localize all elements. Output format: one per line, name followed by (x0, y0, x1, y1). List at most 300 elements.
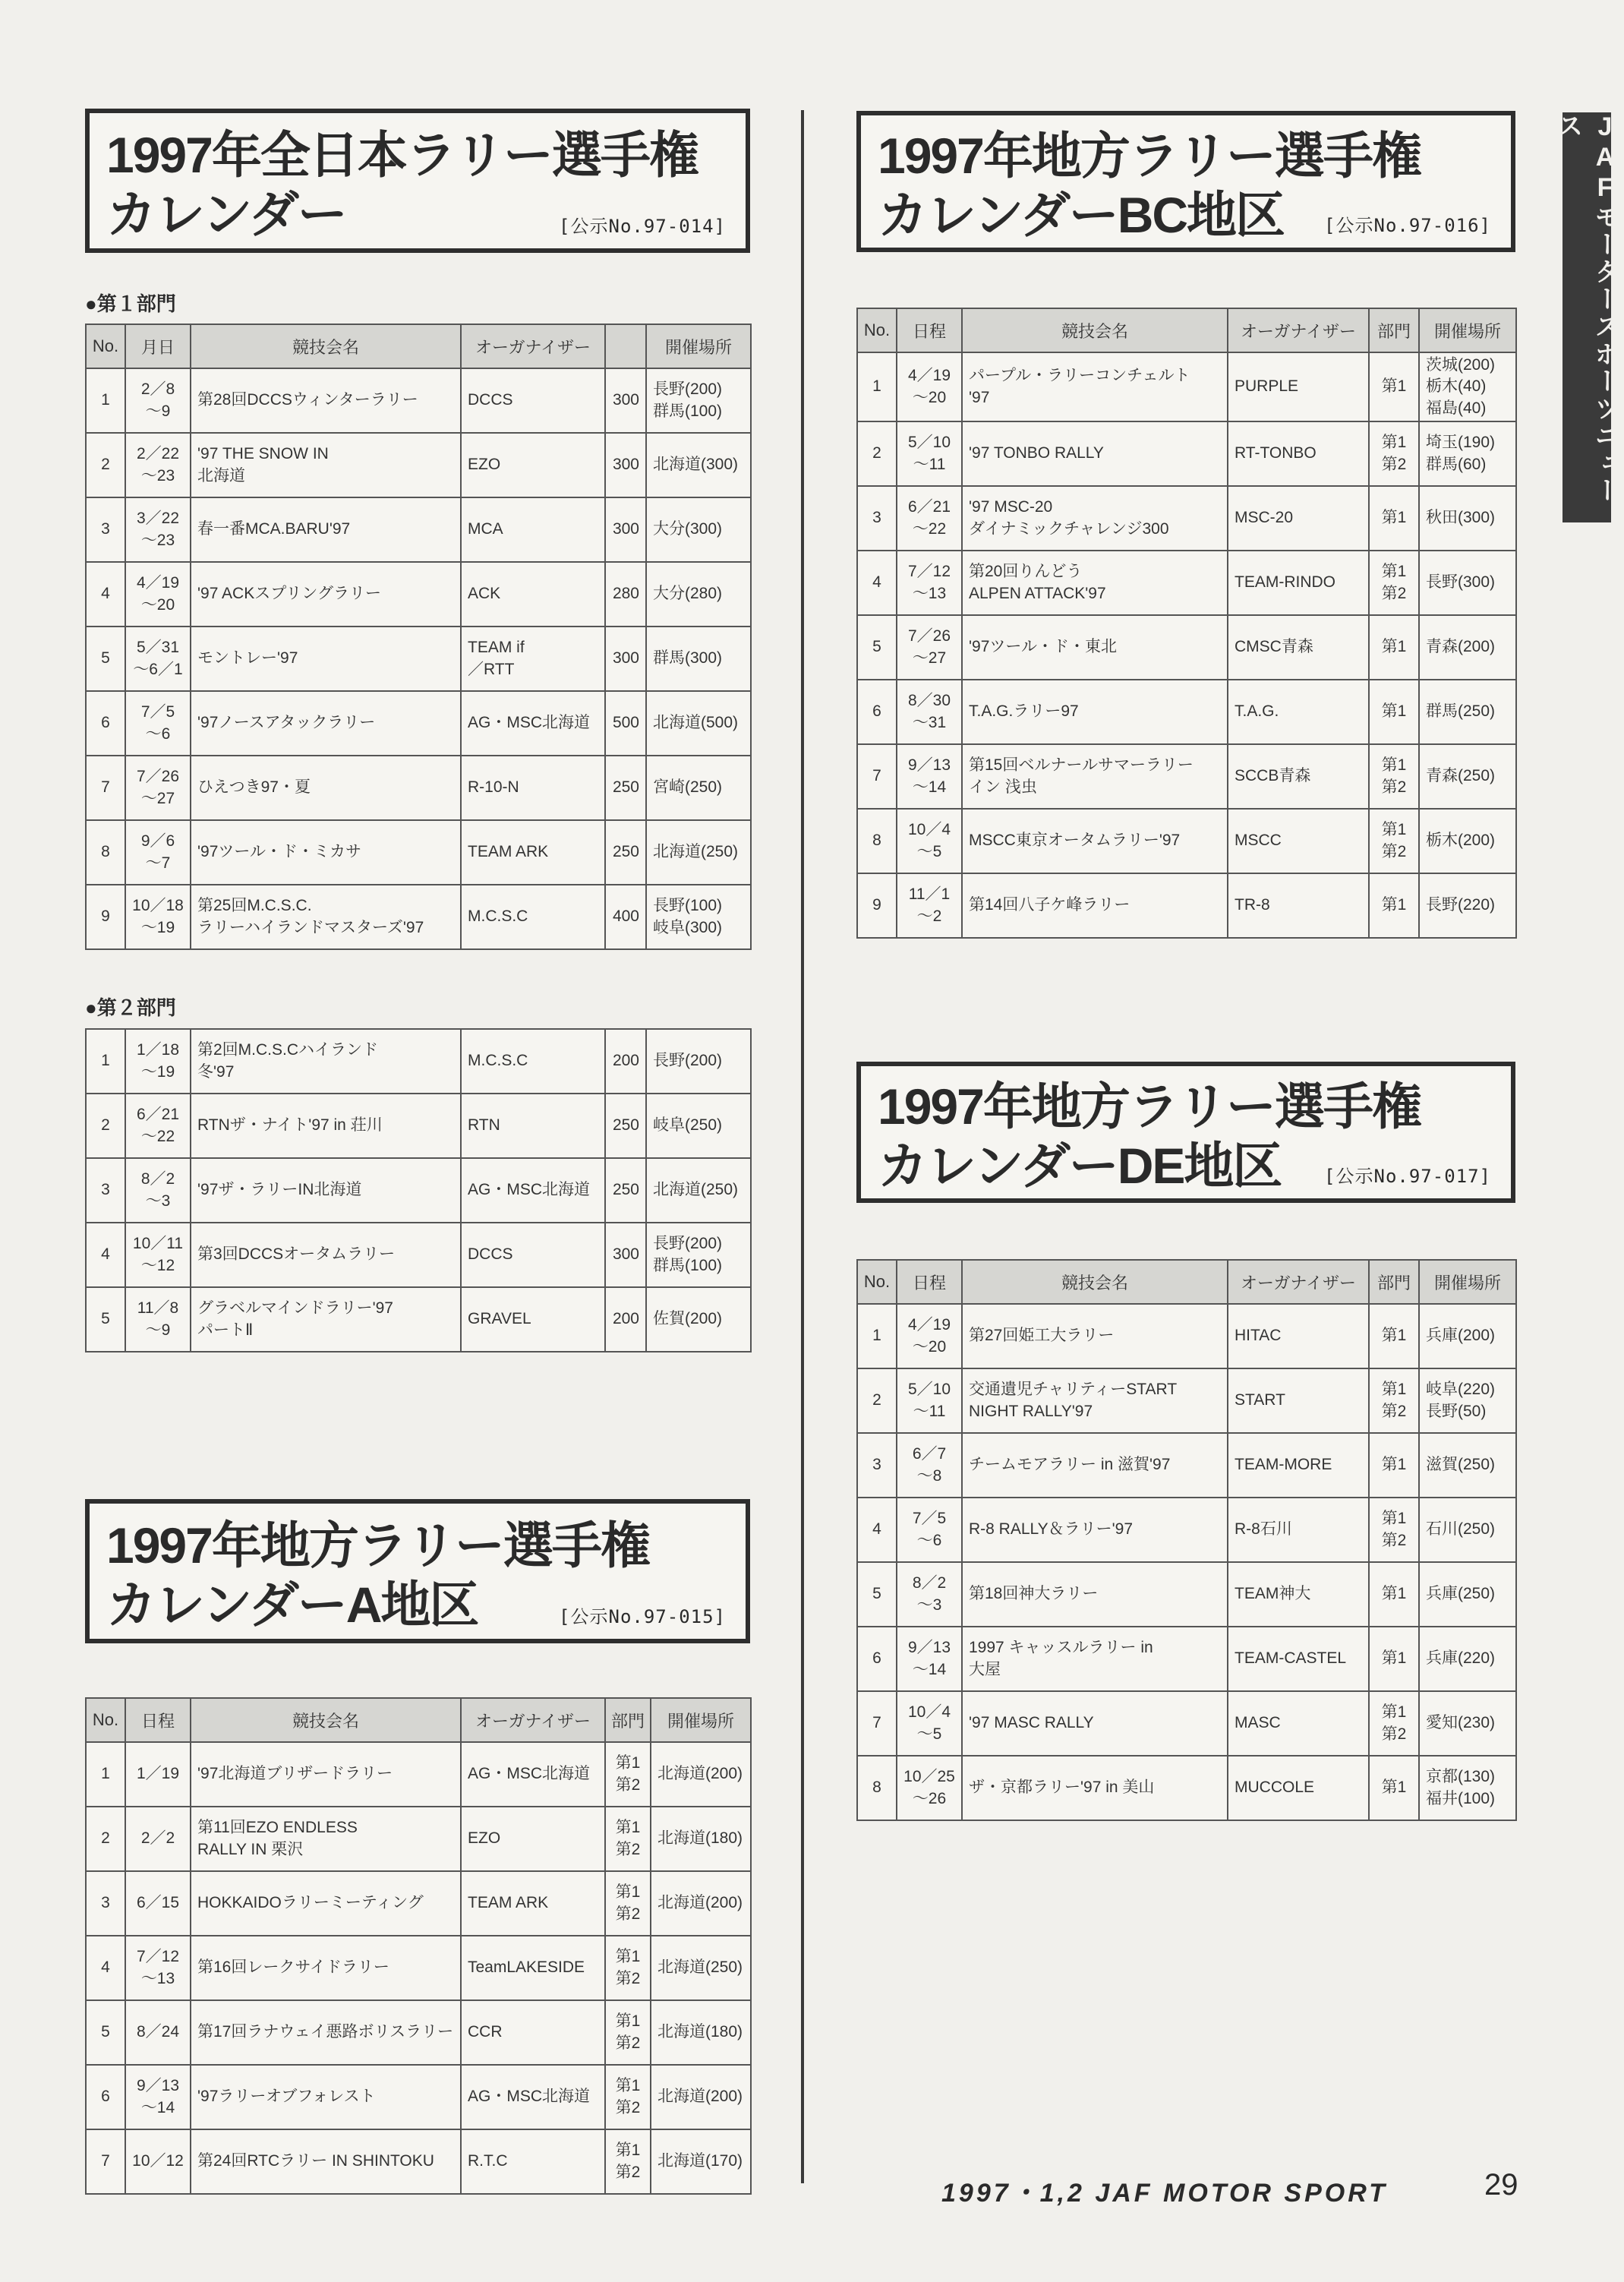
table-row (857, 680, 1516, 744)
table-cell: 10／4 ～5 (897, 1691, 962, 1756)
table-cell: 長野(200) 群馬(100) (646, 1223, 751, 1287)
table-cell: '97ツール・ド・ミカサ (191, 820, 461, 885)
table-cell: 10／18 ～19 (125, 885, 191, 949)
table-row (86, 433, 751, 497)
table-cell: MCA (461, 497, 605, 562)
table-row (857, 551, 1516, 615)
table-cell: 第1 第2 (1369, 1691, 1419, 1756)
table-cell: TEAM-MORE (1228, 1433, 1369, 1498)
table-cell: MUCCOLE (1228, 1756, 1369, 1820)
table-cell: 第1 第2 (1369, 421, 1419, 486)
table-cell: 栃木(200) (1419, 809, 1516, 873)
table-cell: HITAC (1228, 1304, 1369, 1368)
table-row (86, 2000, 751, 2065)
section-label-1: ●第１部門 (85, 292, 176, 315)
table-row (86, 1158, 751, 1223)
table-cell: '97北海道ブリザードラリー (191, 1742, 461, 1807)
table-cell: TEAM ARK (461, 1871, 605, 1936)
table-cell: 春一番MCA.BARU'97 (191, 497, 461, 562)
table-row (86, 497, 751, 562)
table-cell: '97 MASC RALLY (962, 1691, 1228, 1756)
table-cell: 5 (857, 1562, 897, 1627)
title-line-2: カレンダーDE地区 (878, 1138, 1282, 1194)
table-cell: RTNザ・ナイト'97 in 荘川 (191, 1094, 461, 1158)
table-cell: 8／24 (125, 2000, 191, 2065)
table-cell: 6 (86, 691, 125, 756)
table-cell: チームモアラリー in 滋賀'97 (962, 1433, 1228, 1498)
table-row (857, 1627, 1516, 1691)
table-cell: 第1 (1369, 486, 1419, 551)
table-cell: R-8石川 (1228, 1498, 1369, 1562)
table-cell: 第1 (1369, 1304, 1419, 1368)
table-cell: TeamLAKESIDE (461, 1936, 605, 2000)
table-cell: PURPLE (1228, 352, 1369, 421)
table-row (857, 1756, 1516, 1820)
table-cell: 200 (605, 1029, 646, 1094)
table-cell: 第1 (1369, 1627, 1419, 1691)
table-cell: 1／19 (125, 1742, 191, 1807)
table-cell: 4 (86, 1936, 125, 2000)
table-row (86, 1029, 751, 1094)
table-cell: 4 (857, 1498, 897, 1562)
table-cell: 青森(200) (1419, 615, 1516, 680)
table-cell: 北海道(250) (646, 1158, 751, 1223)
column-header: 部門 (605, 1698, 651, 1742)
table-cell: MASC (1228, 1691, 1369, 1756)
table-cell: 1 (86, 368, 125, 433)
table-cell: 6 (86, 2065, 125, 2129)
table-row (857, 1691, 1516, 1756)
title-line-1: 1997年地方ラリー選手権 (878, 128, 1421, 184)
table-row (857, 1304, 1516, 1368)
table-cell: TEAM if ／RTT (461, 627, 605, 691)
table-cell: 8 (857, 1756, 897, 1820)
title-box-all-japan (85, 109, 750, 253)
column-header: No. (857, 1260, 897, 1304)
table-cell: 500 (605, 691, 646, 756)
title-line-1: 1997年地方ラリー選手権 (878, 1078, 1421, 1135)
table-cell: 京都(130) 福井(100) (1419, 1756, 1516, 1820)
table-cell: 第17回ラナウェイ悪路ボリスラリー (191, 2000, 461, 2065)
column-header: 日程 (125, 1698, 191, 1742)
table-cell: 北海道(200) (651, 1742, 751, 1807)
table-cell: 7 (86, 756, 125, 820)
table-cell: 250 (605, 756, 646, 820)
table-cell: 第16回レークサイドラリー (191, 1936, 461, 2000)
table-row (86, 2065, 751, 2129)
table-row (86, 2129, 751, 2194)
table-cell: 7／12 ～13 (125, 1936, 191, 2000)
table-cell: 第1 第2 (1369, 809, 1419, 873)
table-cell: 2 (86, 433, 125, 497)
table-cell: EZO (461, 433, 605, 497)
table-cell: 10／25 ～26 (897, 1756, 962, 1820)
calendar-table-region-a (85, 1697, 752, 2195)
table-cell: 4 (857, 551, 897, 615)
column-header: 開催場所 (1419, 308, 1516, 352)
column-header: No. (86, 324, 125, 368)
table-cell: AG・MSC北海道 (461, 1158, 605, 1223)
table-cell: '97ノースアタックラリー (191, 691, 461, 756)
table-cell: M.C.S.C (461, 885, 605, 949)
table-cell: 第24回RTCラリー IN SHINTOKU (191, 2129, 461, 2194)
table-cell: 青森(250) (1419, 744, 1516, 809)
table-cell: 300 (605, 368, 646, 433)
column-divider (801, 110, 804, 2183)
table-cell: MSCC (1228, 809, 1369, 873)
table-cell: TEAM-CASTEL (1228, 1627, 1369, 1691)
column-header: 月日 (125, 324, 191, 368)
table-row (86, 627, 751, 691)
table-cell: AG・MSC北海道 (461, 691, 605, 756)
column-header: 部門 (1369, 1260, 1419, 1304)
table-cell: 第1 第2 (1369, 1368, 1419, 1433)
table-cell: START (1228, 1368, 1369, 1433)
table-cell: 4 (86, 562, 125, 627)
table-cell: 2 (857, 421, 897, 486)
table-row (86, 562, 751, 627)
notice-number: [公示No.97-016] (1324, 215, 1491, 236)
table-cell: 石川(250) (1419, 1498, 1516, 1562)
table-cell: 300 (605, 433, 646, 497)
table-cell: DCCS (461, 1223, 605, 1287)
table-header-row (857, 1260, 1516, 1304)
table-cell: GRAVEL (461, 1287, 605, 1352)
table-cell: TEAM神大 (1228, 1562, 1369, 1627)
column-header: 開催場所 (646, 324, 751, 368)
calendar-table-all-japan-section2 (85, 1028, 752, 1352)
table-cell: 第1 (1369, 1756, 1419, 1820)
table-row (857, 486, 1516, 551)
table-cell: ひえつき97・夏 (191, 756, 461, 820)
table-cell: 第1 第2 (605, 2000, 651, 2065)
table-cell: 6 (857, 680, 897, 744)
column-header: 日程 (897, 308, 962, 352)
table-cell: R-8 RALLY＆ラリー'97 (962, 1498, 1228, 1562)
table-cell: 6／15 (125, 1871, 191, 1936)
table-cell: 6 (857, 1627, 897, 1691)
table-cell: 9／13 ～14 (125, 2065, 191, 2129)
table-cell: 第27回姫工大ラリー (962, 1304, 1228, 1368)
table-cell: 7／5 ～6 (125, 691, 191, 756)
table-cell: 第1 第2 (605, 1871, 651, 1936)
table-cell: EZO (461, 1807, 605, 1871)
table-cell: SCCB青森 (1228, 744, 1369, 809)
table-cell: 3 (857, 1433, 897, 1498)
table-cell: 2／22 ～23 (125, 433, 191, 497)
column-header: 競技会名 (191, 324, 461, 368)
table-cell: パープル・ラリーコンチェルト '97 (962, 352, 1228, 421)
table-cell: 長野(200) (646, 1029, 751, 1094)
table-cell: 8／2 ～3 (897, 1562, 962, 1627)
table-cell: 1 (86, 1742, 125, 1807)
table-cell: '97 MSC-20 ダイナミックチャレンジ300 (962, 486, 1228, 551)
table-cell: 6／21 ～22 (125, 1094, 191, 1158)
table-cell: 2 (86, 1807, 125, 1871)
column-header: 競技会名 (962, 1260, 1228, 1304)
table-cell: 11／8 ～9 (125, 1287, 191, 1352)
table-cell: RT-TONBO (1228, 421, 1369, 486)
table-cell: 1 (857, 352, 897, 421)
magazine-footer: 1997・1,2 JAF MOTOR SPORT (941, 2179, 1388, 2208)
table-row (86, 885, 751, 949)
table-cell: 9／13 ～14 (897, 1627, 962, 1691)
table-row (857, 421, 1516, 486)
column-header: No. (857, 308, 897, 352)
table-cell: 第11回EZO ENDLESS RALLY IN 栗沢 (191, 1807, 461, 1871)
table-cell: 兵庫(250) (1419, 1562, 1516, 1627)
table-cell: 北海道(200) (651, 1871, 751, 1936)
table-cell: 第25回M.C.S.C. ラリーハイランドマスターズ'97 (191, 885, 461, 949)
table-cell: 北海道(250) (651, 1936, 751, 2000)
table-row (857, 1498, 1516, 1562)
table-cell: 兵庫(220) (1419, 1627, 1516, 1691)
table-cell: 7 (857, 744, 897, 809)
column-header: 開催場所 (651, 1698, 751, 1742)
table-cell: 北海道(300) (646, 433, 751, 497)
table-cell: 250 (605, 1158, 646, 1223)
table-cell: 埼玉(190) 群馬(60) (1419, 421, 1516, 486)
table-cell: 300 (605, 497, 646, 562)
table-cell: 250 (605, 1094, 646, 1158)
table-cell: 北海道(500) (646, 691, 751, 756)
table-cell: MSCC東京オータムラリー'97 (962, 809, 1228, 873)
table-cell: 300 (605, 627, 646, 691)
table-cell: T.A.G.ラリー97 (962, 680, 1228, 744)
table-header-row (86, 1698, 751, 1742)
table-cell: 400 (605, 885, 646, 949)
table-row (86, 368, 751, 433)
table-cell: RTN (461, 1094, 605, 1158)
table-row (857, 615, 1516, 680)
table-cell: 第1 第2 (1369, 1498, 1419, 1562)
table-cell: 第1 第2 (605, 1936, 651, 2000)
table-cell: 5／10 ～11 (897, 421, 962, 486)
table-cell: TEAM ARK (461, 820, 605, 885)
table-cell: 滋賀(250) (1419, 1433, 1516, 1498)
title-line-2: カレンダーA地区 (106, 1577, 478, 1633)
table-cell: 2 (86, 1094, 125, 1158)
table-cell: 10／12 (125, 2129, 191, 2194)
table-cell: 7 (86, 2129, 125, 2194)
table-cell: 兵庫(200) (1419, 1304, 1516, 1368)
table-row (86, 1742, 751, 1807)
table-cell: '97 THE SNOW IN 北海道 (191, 433, 461, 497)
table-cell: 岐阜(220) 長野(50) (1419, 1368, 1516, 1433)
table-cell: 第1 第2 (605, 2065, 651, 2129)
table-cell: 佐賀(200) (646, 1287, 751, 1352)
table-cell: 5 (857, 615, 897, 680)
table-cell: '97 ACKスプリングラリー (191, 562, 461, 627)
table-cell: 4／19 ～20 (125, 562, 191, 627)
table-cell: 4／19 ～20 (897, 1304, 962, 1368)
table-cell: 北海道(250) (646, 820, 751, 885)
column-header: 競技会名 (962, 308, 1228, 352)
table-cell: 7／26 ～27 (125, 756, 191, 820)
calendar-table-region-de (856, 1259, 1517, 1821)
title-line-1: 1997年地方ラリー選手権 (106, 1517, 649, 1573)
table-row (857, 1562, 1516, 1627)
table-cell: 北海道(200) (651, 2065, 751, 2129)
table-cell: 1997 キャッスルラリー in 大屋 (962, 1627, 1228, 1691)
table-row (86, 1936, 751, 2000)
table-cell: 10／4 ～5 (897, 809, 962, 873)
table-cell: 長野(220) (1419, 873, 1516, 938)
table-row (857, 809, 1516, 873)
table-cell: CMSC青森 (1228, 615, 1369, 680)
table-cell: 8／2 ～3 (125, 1158, 191, 1223)
table-cell: 第1 (1369, 352, 1419, 421)
column-header: 開催場所 (1419, 1260, 1516, 1304)
table-row (86, 1223, 751, 1287)
table-cell: '97ザ・ラリーIN北海道 (191, 1158, 461, 1223)
column-header: 日程 (897, 1260, 962, 1304)
table-cell: 第14回八子ケ峰ラリー (962, 873, 1228, 938)
title-box-region-de (856, 1062, 1515, 1203)
table-cell: MSC-20 (1228, 486, 1369, 551)
table-cell: モントレー'97 (191, 627, 461, 691)
table-row (86, 756, 751, 820)
section-label-2: ●第２部門 (85, 996, 176, 1019)
table-cell: 大分(280) (646, 562, 751, 627)
table-cell: 第1 第2 (605, 1742, 651, 1807)
notice-number: [公示No.97-014] (559, 216, 726, 237)
table-cell: 群馬(250) (1419, 680, 1516, 744)
table-cell: 3 (857, 486, 897, 551)
table-cell: M.C.S.C (461, 1029, 605, 1094)
side-tab: JAFモータースポーツニュース (1563, 112, 1611, 522)
calendar-table-region-bc (856, 308, 1517, 939)
table-cell: 9 (86, 885, 125, 949)
table-cell: 250 (605, 820, 646, 885)
table-cell: '97 TONBO RALLY (962, 421, 1228, 486)
table-cell: 1 (857, 1304, 897, 1368)
table-cell: TEAM-RINDO (1228, 551, 1369, 615)
table-row (857, 744, 1516, 809)
table-cell: 3 (86, 497, 125, 562)
table-row (857, 1433, 1516, 1498)
table-cell: 茨城(200) 栃木(40) 福島(40) (1419, 352, 1516, 421)
table-cell: 3 (86, 1871, 125, 1936)
table-cell: 5 (86, 2000, 125, 2065)
table-cell: ザ・京都ラリー'97 in 美山 (962, 1756, 1228, 1820)
table-cell: 岐阜(250) (646, 1094, 751, 1158)
table-cell: 大分(300) (646, 497, 751, 562)
table-cell: 5 (86, 627, 125, 691)
column-header: 部門 (1369, 308, 1419, 352)
table-cell: 第1 (1369, 1562, 1419, 1627)
table-cell: 北海道(180) (651, 1807, 751, 1871)
table-cell: 第20回りんどう ALPEN ATTACK'97 (962, 551, 1228, 615)
table-row (86, 820, 751, 885)
table-cell: グラベルマインドラリー'97 パートⅡ (191, 1287, 461, 1352)
table-cell: 3／22 ～23 (125, 497, 191, 562)
table-cell: 1／18 ～19 (125, 1029, 191, 1094)
table-cell: 200 (605, 1287, 646, 1352)
table-cell: 280 (605, 562, 646, 627)
table-row (86, 1094, 751, 1158)
table-cell: AG・MSC北海道 (461, 2065, 605, 2129)
table-cell: 7／12 ～13 (897, 551, 962, 615)
notice-number: [公示No.97-015] (559, 1606, 726, 1627)
table-cell: 長野(200) 群馬(100) (646, 368, 751, 433)
table-cell: 北海道(180) (651, 2000, 751, 2065)
title-line-2: カレンダーBC地区 (878, 187, 1285, 243)
notice-number: [公示No.97-017] (1324, 1166, 1491, 1187)
table-cell: 10／11 ～12 (125, 1223, 191, 1287)
table-cell: 9／6 ～7 (125, 820, 191, 885)
table-cell: 第3回DCCSオータムラリー (191, 1223, 461, 1287)
table-cell: ACK (461, 562, 605, 627)
table-cell: 9／13 ～14 (897, 744, 962, 809)
table-cell: 第1 第2 (605, 1807, 651, 1871)
table-cell: 愛知(230) (1419, 1691, 1516, 1756)
title-box-region-a (85, 1499, 750, 1643)
table-cell: 8 (86, 820, 125, 885)
table-cell: 第1 第2 (1369, 551, 1419, 615)
table-cell: 長野(100) 岐阜(300) (646, 885, 751, 949)
table-cell: 北海道(170) (651, 2129, 751, 2194)
table-cell: CCR (461, 2000, 605, 2065)
table-header-row (86, 324, 751, 368)
table-cell: '97ラリーオブフォレスト (191, 2065, 461, 2129)
table-cell: TR-8 (1228, 873, 1369, 938)
column-header: オーガナイザー (461, 324, 605, 368)
table-row (86, 1807, 751, 1871)
table-cell: 第1 第2 (1369, 744, 1419, 809)
table-cell: T.A.G. (1228, 680, 1369, 744)
table-cell: R.T.C (461, 2129, 605, 2194)
column-header: No. (86, 1698, 125, 1742)
page-number: 29 (1484, 2168, 1518, 2202)
table-cell: 2／2 (125, 1807, 191, 1871)
table-cell: '97ツール・ド・東北 (962, 615, 1228, 680)
table-cell: 8／30 ～31 (897, 680, 962, 744)
table-cell: 7／26 ～27 (897, 615, 962, 680)
column-header: オーガナイザー (461, 1698, 605, 1742)
title-line-1: 1997年全日本ラリー選手権 (106, 127, 698, 183)
table-cell: AG・MSC北海道 (461, 1742, 605, 1807)
table-cell: 5／31 ～6／1 (125, 627, 191, 691)
table-cell: 第1 (1369, 680, 1419, 744)
table-row (86, 691, 751, 756)
calendar-table-all-japan-section1 (85, 324, 752, 950)
table-row (86, 1871, 751, 1936)
table-cell: 秋田(300) (1419, 486, 1516, 551)
table-cell: 2 (857, 1368, 897, 1433)
table-cell: 3 (86, 1158, 125, 1223)
table-header-row (857, 308, 1516, 352)
table-cell: 交通遺児チャリティーSTART NIGHT RALLY'97 (962, 1368, 1228, 1433)
table-cell: 第1 (1369, 615, 1419, 680)
table-cell: 第1 (1369, 1433, 1419, 1498)
table-cell: DCCS (461, 368, 605, 433)
table-cell: 7／5 ～6 (897, 1498, 962, 1562)
table-cell: 5 (86, 1287, 125, 1352)
table-cell: 7 (857, 1691, 897, 1756)
table-cell: 群馬(300) (646, 627, 751, 691)
table-cell: 6／21 ～22 (897, 486, 962, 551)
column-header: オーガナイザー (1228, 308, 1369, 352)
table-cell: 宮崎(250) (646, 756, 751, 820)
table-cell: 第1 第2 (605, 2129, 651, 2194)
table-cell: 1 (86, 1029, 125, 1094)
table-cell: 4 (86, 1223, 125, 1287)
table-row (857, 1368, 1516, 1433)
table-cell: R-10-N (461, 756, 605, 820)
table-cell: 300 (605, 1223, 646, 1287)
table-cell: 6／7 ～8 (897, 1433, 962, 1498)
